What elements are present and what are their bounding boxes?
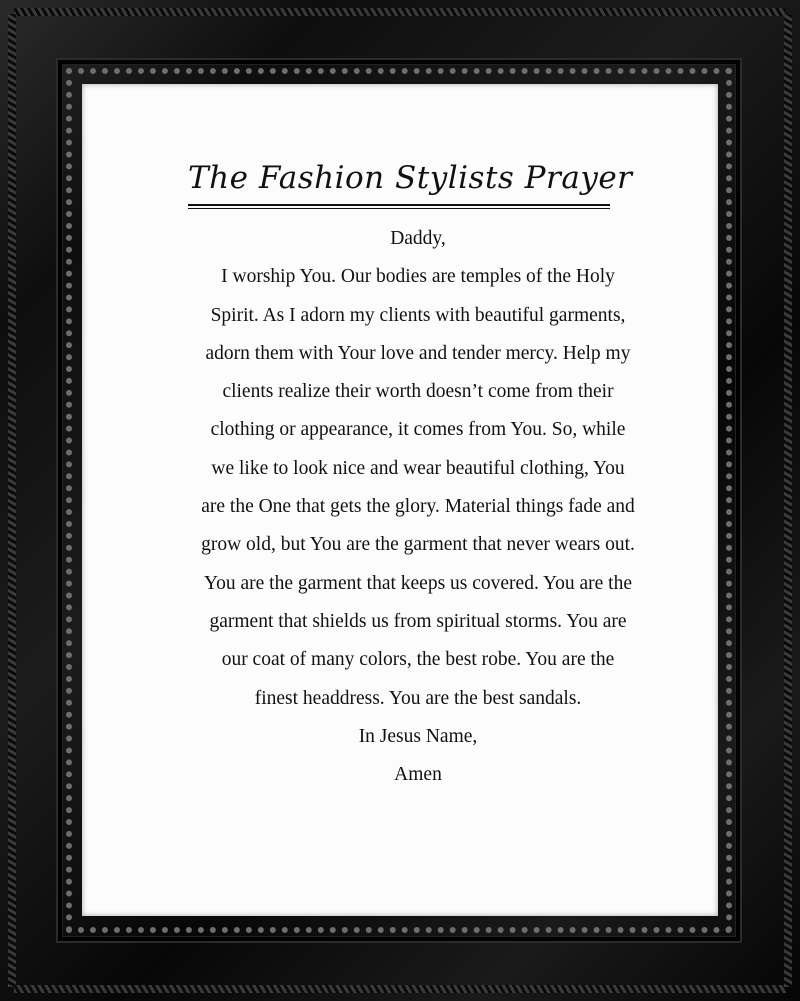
prayer-amen: Amen [394,764,442,786]
frame-rope-right [784,14,792,987]
prayer-line: we like to look nice and wear beautiful clothing, You [211,457,625,479]
prayer-line: Spirit. As I adorn my clients with beautiful garments, [210,304,626,326]
prayer-line: finest headdress. You are the best sandals. [254,687,582,709]
prayer-line: I worship You. Our bodies are temples of the Holy [221,266,615,288]
prayer-line: clients realize their worth doesn’t come from their [222,381,614,403]
title-block [188,154,633,202]
prayer-closing: In Jesus Name, [358,725,478,747]
prayer-salutation: Daddy, [390,228,446,249]
prayer-line: You are the garment that keeps us covered. You are the [204,572,632,594]
prayer-text [178,220,658,794]
prayer-line: our coat of many colors, the best robe. You are the [221,649,615,671]
prayer-line: clothing or appearance, it comes from You. So, while [210,419,626,441]
title-underline-thin [188,208,610,209]
prayer-line: grow old, but You are the garment that never wears out. [201,534,635,556]
print-paper [82,84,718,916]
prayer-line: adorn them with Your love and tender mercy. Help my [205,342,631,364]
frame-rope-top [14,8,786,16]
prayer-line: garment that shields us from spiritual storms. You are [209,610,627,632]
frame-rope-left [8,14,16,987]
frame-rope-bottom [14,985,786,993]
page-title: The Fashion Stylists Prayer [188,160,633,196]
title-underline [188,204,610,206]
prayer-line: are the One that gets the glory. Material things fade and [201,496,635,518]
